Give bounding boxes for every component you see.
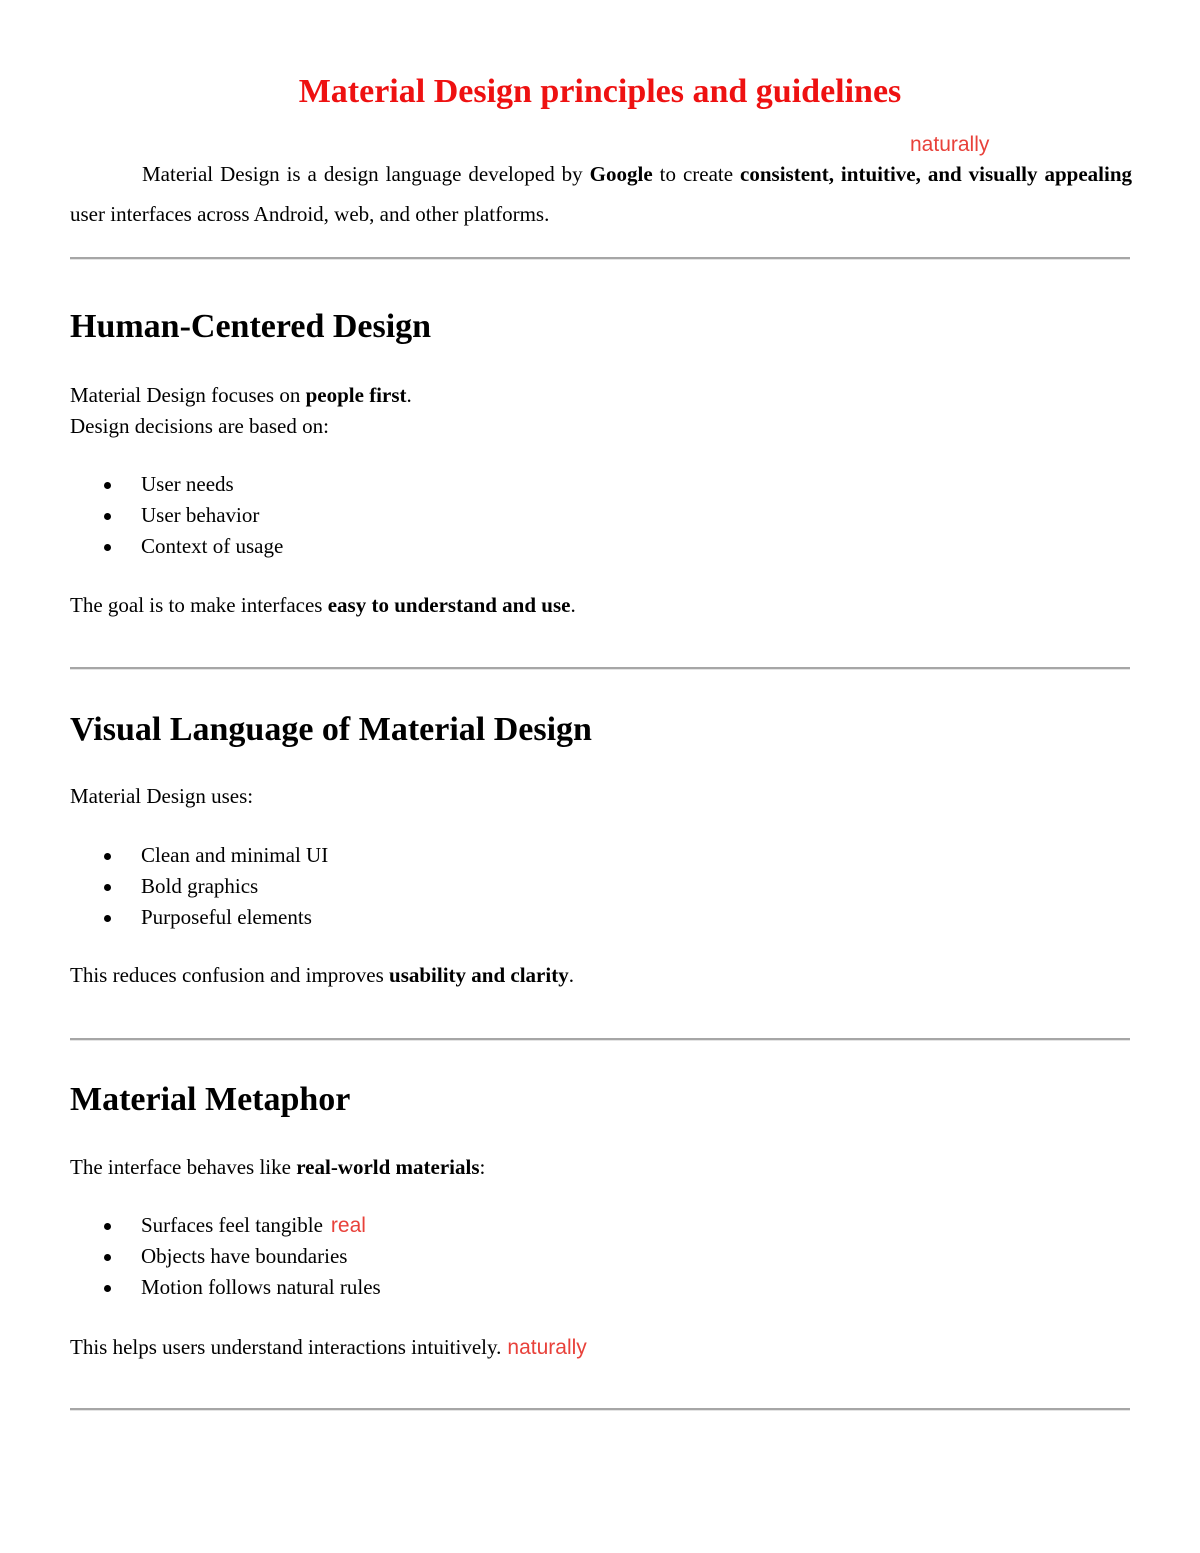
list-item [70, 1210, 381, 1241]
bullet-icon [104, 544, 111, 551]
list-item-text: Surfaces feel tangible [141, 1213, 323, 1237]
list-item-text: Motion follows natural rules [141, 1275, 381, 1299]
section-paragraph: Material Design uses: [70, 784, 254, 808]
list-item-text: Clean and minimal UI [141, 843, 329, 867]
section-paragraph [70, 380, 412, 411]
handwritten-annotation: real [330, 1214, 366, 1237]
paragraph-text: : [479, 1155, 486, 1179]
list-item [70, 840, 328, 871]
list-item [70, 1272, 381, 1303]
paragraph-text: Material Design focuses on [70, 383, 306, 407]
list-item [70, 1241, 381, 1272]
paragraph-text: . [570, 593, 576, 617]
bullet-icon [104, 1223, 111, 1230]
paragraph-bold: real-world materials [296, 1155, 480, 1179]
paragraph-bold: people first [305, 383, 407, 407]
paragraph-bold: usability and clarity [389, 963, 569, 987]
handwritten-annotation: naturally [910, 133, 990, 156]
horizontal-rule [70, 1038, 1130, 1041]
section-heading-human-centered: Human-Centered Design [70, 308, 432, 345]
bullet-icon [104, 853, 111, 860]
list-item [70, 500, 283, 531]
bullet-icon [104, 884, 111, 891]
paragraph-text: The goal is to make interfaces [70, 593, 328, 617]
section-paragraph [70, 1152, 485, 1183]
list-item-text: Objects have boundaries [141, 1244, 348, 1268]
list-item [70, 469, 283, 500]
horizontal-rule [70, 257, 1130, 260]
list-item-text: User needs [141, 472, 234, 496]
list-item-text: Bold graphics [141, 874, 259, 898]
list-item [70, 871, 328, 902]
section-heading-visual-language: Visual Language of Material Design [70, 711, 592, 748]
list-item-text: User behavior [141, 503, 260, 527]
list-item-text: Purposeful elements [141, 905, 312, 929]
bullet-icon [104, 1285, 111, 1292]
intro-paragraph [70, 154, 1132, 234]
bullet-list [70, 469, 283, 562]
horizontal-rule [70, 667, 1130, 670]
list-item-text: Context of usage [141, 534, 284, 558]
section-paragraph: Design decisions are based on: [70, 414, 329, 438]
paragraph-text: . [406, 383, 412, 407]
intro-text: to create [652, 162, 741, 186]
intro-text: user interfaces across Android, web, and other platforms. [70, 202, 550, 226]
bullet-icon [104, 1254, 111, 1261]
bullet-icon [104, 513, 111, 520]
list-item [70, 531, 283, 562]
paragraph-text: This reduces confusion and improves [70, 963, 390, 987]
document-title: Material Design principles and guidelines [298, 73, 902, 110]
bullet-list [70, 1210, 381, 1303]
intro-bold-qualities: consistent, intuitive, and visually appealing [740, 162, 1133, 186]
intro-text: Material Design is a design language developed by [142, 162, 590, 186]
section-heading-material-metaphor: Material Metaphor [70, 1081, 351, 1118]
section-closing [70, 590, 576, 621]
bullet-icon [104, 915, 111, 922]
section-closing [70, 1332, 587, 1363]
paragraph-text: This helps users understand interactions intuitively. [70, 1335, 502, 1359]
paragraph-bold: easy to understand and use [327, 593, 571, 617]
horizontal-rule [70, 1408, 1130, 1411]
paragraph-text: The interface behaves like [70, 1155, 297, 1179]
bullet-list [70, 840, 328, 933]
paragraph-text: . [568, 963, 574, 987]
list-item [70, 902, 328, 933]
handwritten-annotation: naturally [507, 1336, 587, 1359]
intro-bold-google: Google [589, 162, 653, 186]
section-closing [70, 960, 574, 991]
bullet-icon [104, 482, 111, 489]
